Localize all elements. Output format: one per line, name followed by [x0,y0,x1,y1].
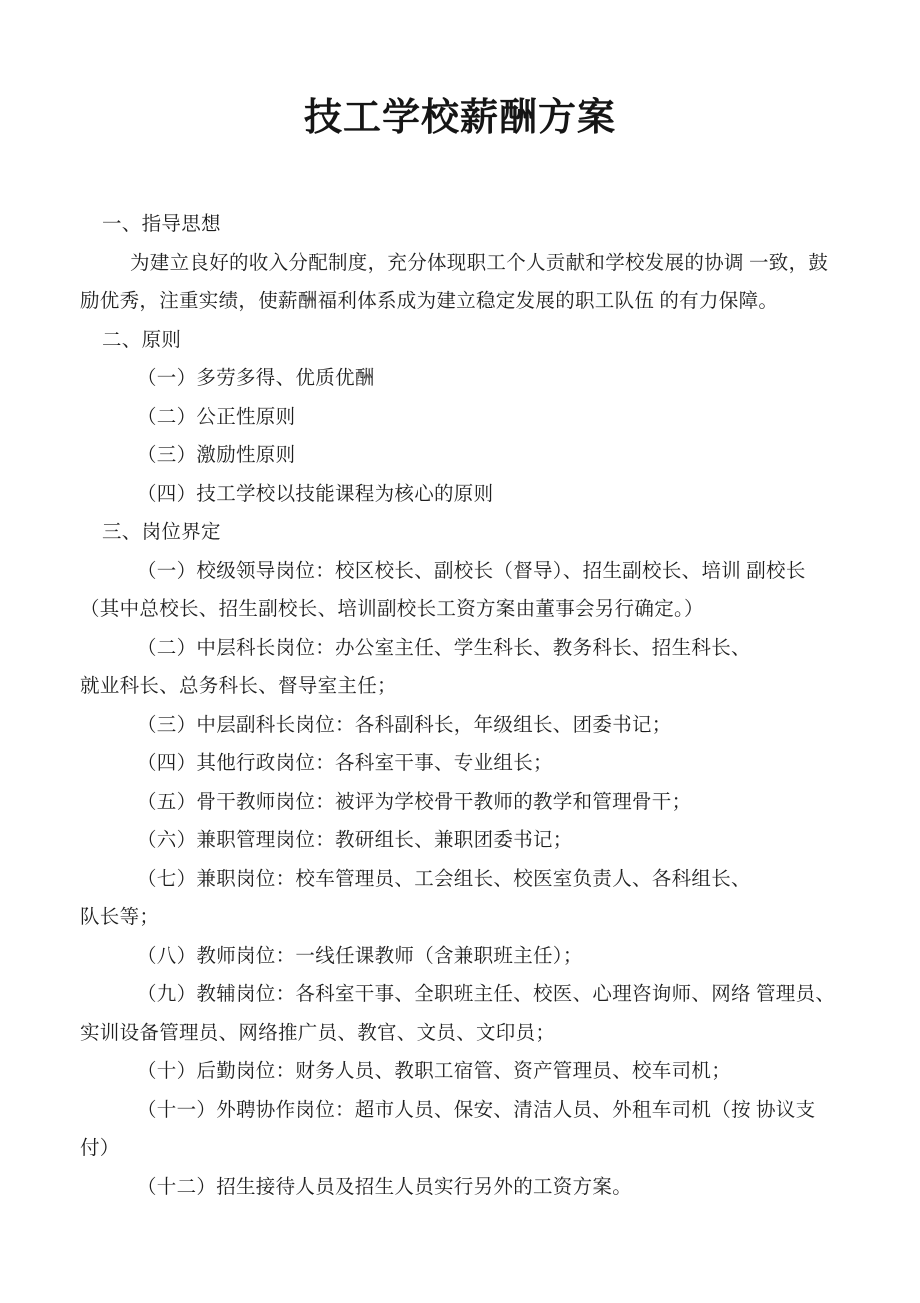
list-item-line: 实训设备管理员、网络推广员、教官、文员、文印员； [80,1022,556,1044]
list-item-line: （其中总校长、招生副校长、培训副校长工资方案由董事会另行确定。） [80,599,704,620]
section-heading: 二、原则 [102,329,182,351]
list-item-line: 就业科长、总务科长、督导室主任； [80,676,397,697]
list-item-line: （五）骨干教师岗位：被评为学校骨干教师的教学和管理骨干； [137,791,692,813]
list-item-line: （十二）招生接待人员及招生人员实行另外的工资方案。 [137,1176,633,1198]
section-heading: 三、岗位界定 [102,522,221,543]
list-item-line: （十一）外聘协作岗位：超市人员、保安、清洁人员、外租车司机（按 协议支 [137,1099,816,1121]
list-item-line: （一）校级领导岗位：校区校长、副校长（督导）、招生副校长、培训 副校长 [137,560,806,582]
document-body [80,206,842,1207]
list-item-line: （八）教师岗位：一线任课教师（含兼职班主任）； [137,945,583,967]
list-item-line: （十）后勤岗位：财务人员、教职工宿管、资产管理员、校车司机； [137,1061,732,1082]
list-item-line: （二）中层科长岗位：办公室主任、学生科长、教务科长、招生科长、 [137,637,751,659]
list-item-line: （四）其他行政岗位：各科室干事、专业组长； [137,753,553,774]
list-item-line: （七）兼职岗位：校车管理员、工会组长、校医室负责人、各科组长、 [137,868,751,890]
list-item-line: （六）兼职管理岗位：教研组长、兼职团委书记； [137,830,573,851]
list-item-line: （四）技工学校以技能课程为核心的原则 [137,483,494,505]
list-item-line: 付） [80,1138,120,1159]
list-item-line: 队长等； [80,907,160,928]
section-heading: 一、指导思想 [102,214,221,235]
paragraph-line: 为建立良好的收入分配制度，充分体现职工个人贡献和学校发展的协调 一致，鼓 [130,252,829,274]
list-item-line: （二）公正性原则 [137,406,296,428]
list-item-line: （九）教辅岗位：各科室干事、全职班主任、校医、心理咨询师、网络 管理员、 [137,984,836,1005]
paragraph-line: 励优秀，注重实绩，使薪酬福利体系成为建立稳定发展的职工队伍 的有力保障。 [80,291,779,312]
list-item-line: （三）中层副科长岗位：各科副科长，年级组长、团委书记； [137,714,672,736]
list-item-line: （一）多劳多得、优质优酬 [137,368,375,389]
list-item-line: （三）激励性原则 [137,445,296,466]
document-title: 技工学校薪酬方案 [303,97,616,139]
